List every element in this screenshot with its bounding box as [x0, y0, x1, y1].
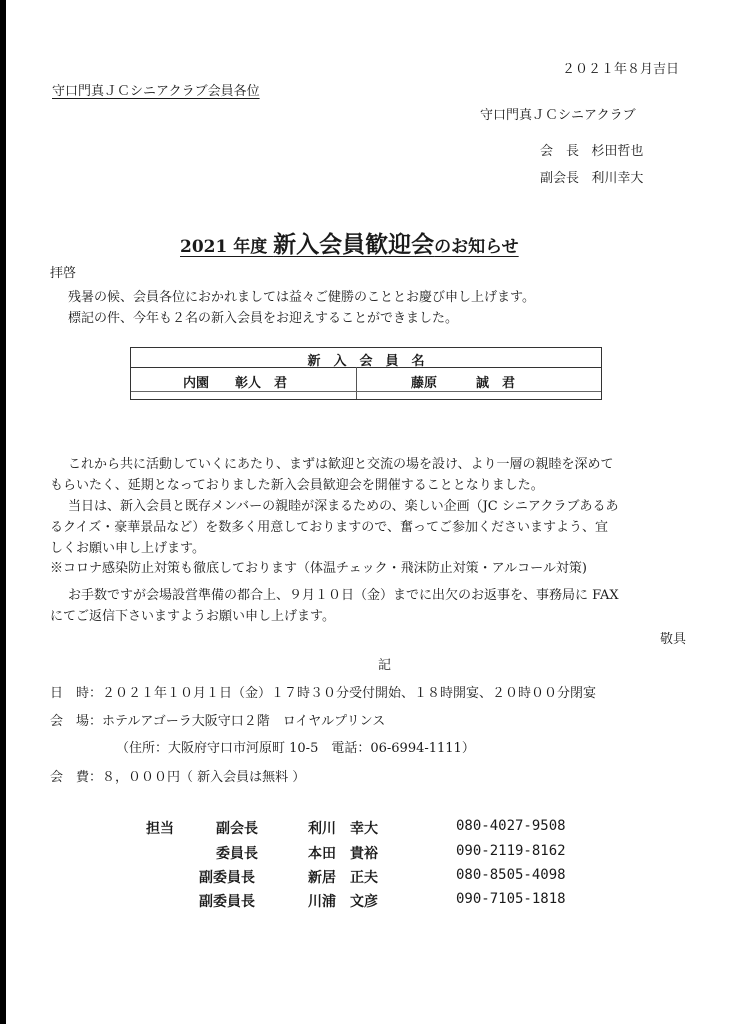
document-page — [6, 0, 741, 1024]
title-prefix: 2021 年度 — [180, 237, 274, 257]
contact-role: 副委員長 — [199, 894, 255, 910]
event-fee: 会 費：８，０００円（ 新入会員は無料 ） — [50, 770, 306, 785]
issue-date: ２０２１年８月吉日 — [562, 62, 680, 77]
chairman-name: 杉田哲也 — [591, 144, 644, 159]
contacts-label: 担当 — [146, 821, 174, 837]
contact-phone: 090-7105-1818 — [456, 891, 566, 907]
table-divider — [131, 391, 601, 392]
recipient: 守口門真ＪＣシニアクラブ会員各位 — [52, 84, 260, 99]
table-divider — [131, 367, 601, 368]
event-address: （住所：大阪府守口市河原町 10-5 電話：06-6994-1111） — [116, 741, 475, 756]
page-title — [180, 226, 519, 259]
contact-name: 本田 貴裕 — [308, 846, 378, 862]
table-column-divider — [356, 367, 357, 399]
contact-role: 委員長 — [216, 846, 258, 862]
contact-phone: 080-8505-4098 — [456, 867, 566, 883]
member-name: 内園 彰人 君 — [183, 376, 288, 391]
contact-role: 副委員長 — [199, 870, 255, 886]
sender-vice — [540, 167, 643, 186]
contact-name: 新居 正夫 — [308, 870, 378, 886]
contact-name: 利川 幸大 — [308, 821, 378, 837]
body-line-2: もらいたく、延期となっておりました新入会員歓迎会を開催することとなりました。 — [50, 478, 544, 493]
member-name: 藤原 誠 君 — [411, 376, 516, 391]
reply-line-2: にてご返信下さいますようお願い申し上げます。 — [50, 609, 335, 624]
body-line-4: るクイズ・豪華景品など）を数多く用意しておりますので、奮ってご参加くださいますよう、宜 — [50, 520, 608, 535]
contact-name: 川浦 文彦 — [308, 894, 378, 910]
ki-heading: 記 — [378, 658, 392, 673]
title-suffix: のお知らせ — [434, 237, 519, 257]
vice-name: 利川幸大 — [591, 171, 644, 186]
sender-org: 守口門真ＪＣシニアクラブ — [480, 108, 636, 123]
sender-chairman — [540, 140, 643, 159]
chairman-title: 会 長 — [540, 144, 580, 159]
opening: 拝啓 — [50, 266, 77, 281]
greeting-line-2: 標記の件、今年も２名の新入会員をお迎えすることができました。 — [68, 311, 459, 326]
body-line-5: しくお願い申し上げます。 — [50, 541, 205, 556]
contact-role: 副会長 — [216, 821, 258, 837]
body-line-1: これから共に活動していくにあたり、まずは歓迎と交流の場を設け、より一層の親睦を深めて — [68, 457, 614, 472]
members-table-header: 新 入 会 員 名 — [307, 354, 425, 369]
contact-phone: 080-4027-9508 — [456, 818, 566, 834]
new-members-table — [130, 347, 602, 400]
contact-phone: 090-2119-8162 — [456, 843, 566, 859]
title-main: 新入会員歓迎会 — [273, 231, 435, 258]
body-line-3: 当日は、新入会員と既存メンバーの親睦が深まるための、楽しい企画（JC シニアクラブあるあ — [68, 499, 619, 514]
closing: 敬具 — [660, 632, 687, 647]
reply-line-1: お手数ですが会場設営準備の都合上、９月１０日（金）までに出欠のお返事を、事務局に FAX — [68, 588, 619, 603]
vice-title: 副会長 — [540, 171, 580, 186]
greeting-line-1: 残暑の候、会員各位におかれましては益々ご健勝のこととお慶び申し上げます。 — [68, 290, 535, 305]
event-venue: 会 場：ホテルアゴーラ大阪守口２階 ロイヤルプリンス — [50, 714, 386, 729]
covid-note: ※コロナ感染防止対策も徹底しております（体温チェック・飛沫防止対策・アルコール対策) — [50, 561, 587, 576]
event-datetime: 日 時：２０２１年１０月１日（金）１７時３０分受付開始、１８時開宴、２０時００分閉宴 — [50, 686, 597, 701]
